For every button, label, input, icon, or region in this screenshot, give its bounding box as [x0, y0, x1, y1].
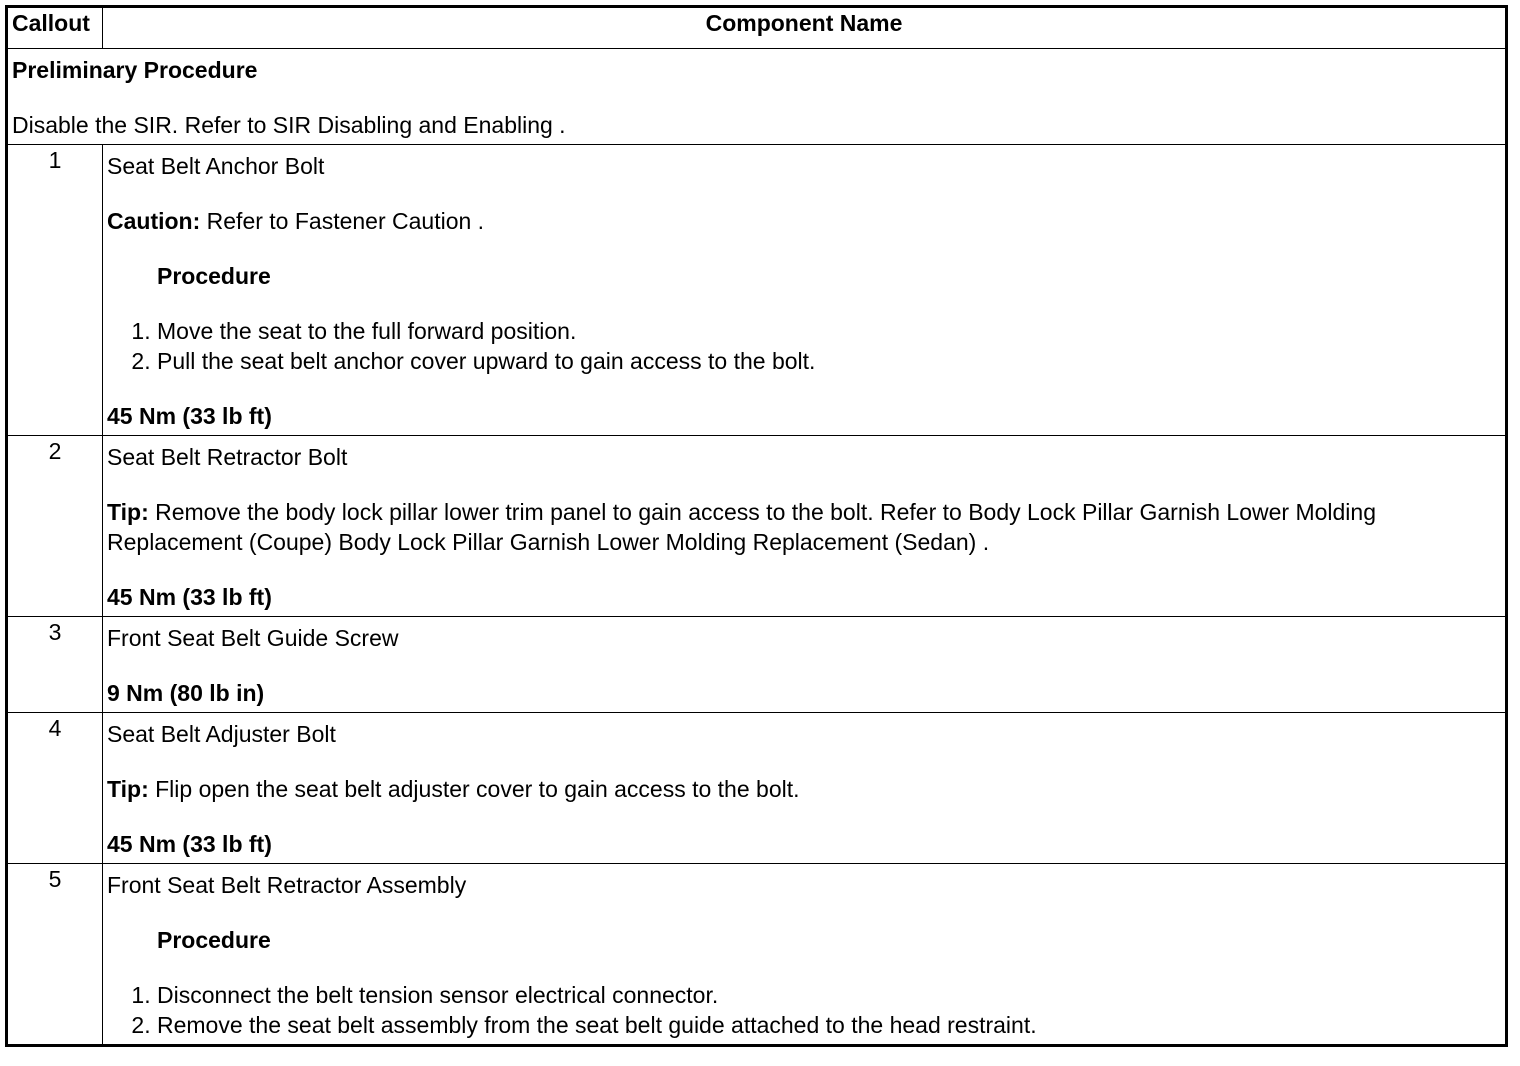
procedure-steps: [107, 980, 1501, 1040]
preliminary-title: Preliminary Procedure: [12, 57, 258, 83]
component-name: Seat Belt Adjuster Bolt: [107, 721, 336, 747]
note-text: Refer to Fastener Caution .: [200, 208, 485, 234]
callout-cell: 3: [7, 617, 103, 713]
torque-spec: 45 Nm (33 lb ft): [107, 403, 272, 429]
component-cell: [103, 864, 1507, 1046]
component-table: [5, 5, 1508, 1047]
preliminary-row: [7, 49, 1507, 145]
component-name: Front Seat Belt Retractor Assembly: [107, 872, 467, 898]
note-text: Remove the body lock pillar lower trim panel to gain access to the bolt. Refer to Body Lock Pillar Garnish Lower Molding Replacement (Coupe) Body Lock Pillar Garnish Lower Molding Replacement (Sedan) .: [107, 499, 1376, 555]
preliminary-text: Disable the SIR. Refer to SIR Disabling and Enabling .: [12, 112, 566, 138]
list-item: 1. Disconnect the belt tension sensor electrical connector.: [157, 980, 1501, 1010]
table-row: [7, 713, 1507, 864]
component-name: Seat Belt Retractor Bolt: [107, 444, 348, 470]
table-row: [7, 436, 1507, 617]
list-item: 1. Move the seat to the full forward position.: [157, 316, 1501, 346]
header-component-name: Component Name: [103, 7, 1507, 49]
callout-cell: 4: [7, 713, 103, 864]
procedure-title: Procedure: [157, 263, 271, 289]
list-item: 2. Pull the seat belt anchor cover upward to gain access to the bolt.: [157, 346, 1501, 376]
component-name: Front Seat Belt Guide Screw: [107, 625, 399, 651]
table-row: [7, 864, 1507, 1046]
tip-note: [107, 774, 1501, 804]
tip-note: [107, 497, 1501, 557]
callout-cell: 5: [7, 864, 103, 1046]
torque-spec: 9 Nm (80 lb in): [107, 680, 265, 706]
preliminary-cell: [7, 49, 1507, 145]
torque-spec: 45 Nm (33 lb ft): [107, 584, 272, 610]
component-cell: [103, 713, 1507, 864]
component-cell: [103, 436, 1507, 617]
component-name: Seat Belt Anchor Bolt: [107, 153, 325, 179]
note-label: Tip:: [107, 499, 149, 525]
note-label: Caution:: [107, 208, 201, 234]
component-cell: [103, 617, 1507, 713]
document: [5, 5, 1508, 1047]
table-row: [7, 617, 1507, 713]
callout-cell: 2: [7, 436, 103, 617]
torque-spec: 45 Nm (33 lb ft): [107, 831, 272, 857]
header-row: [7, 7, 1507, 49]
component-cell: [103, 145, 1507, 436]
callout-cell: 1: [7, 145, 103, 436]
procedure-title: Procedure: [157, 927, 271, 953]
table-row: [7, 145, 1507, 436]
header-callout: Callout: [7, 7, 103, 49]
note-label: Tip:: [107, 776, 149, 802]
note-text: Flip open the seat belt adjuster cover to gain access to the bolt.: [148, 776, 800, 802]
caution-note: [107, 206, 1501, 236]
procedure-steps: [107, 316, 1501, 376]
list-item: 2. Remove the seat belt assembly from the seat belt guide attached to the head restraint.: [157, 1010, 1501, 1040]
